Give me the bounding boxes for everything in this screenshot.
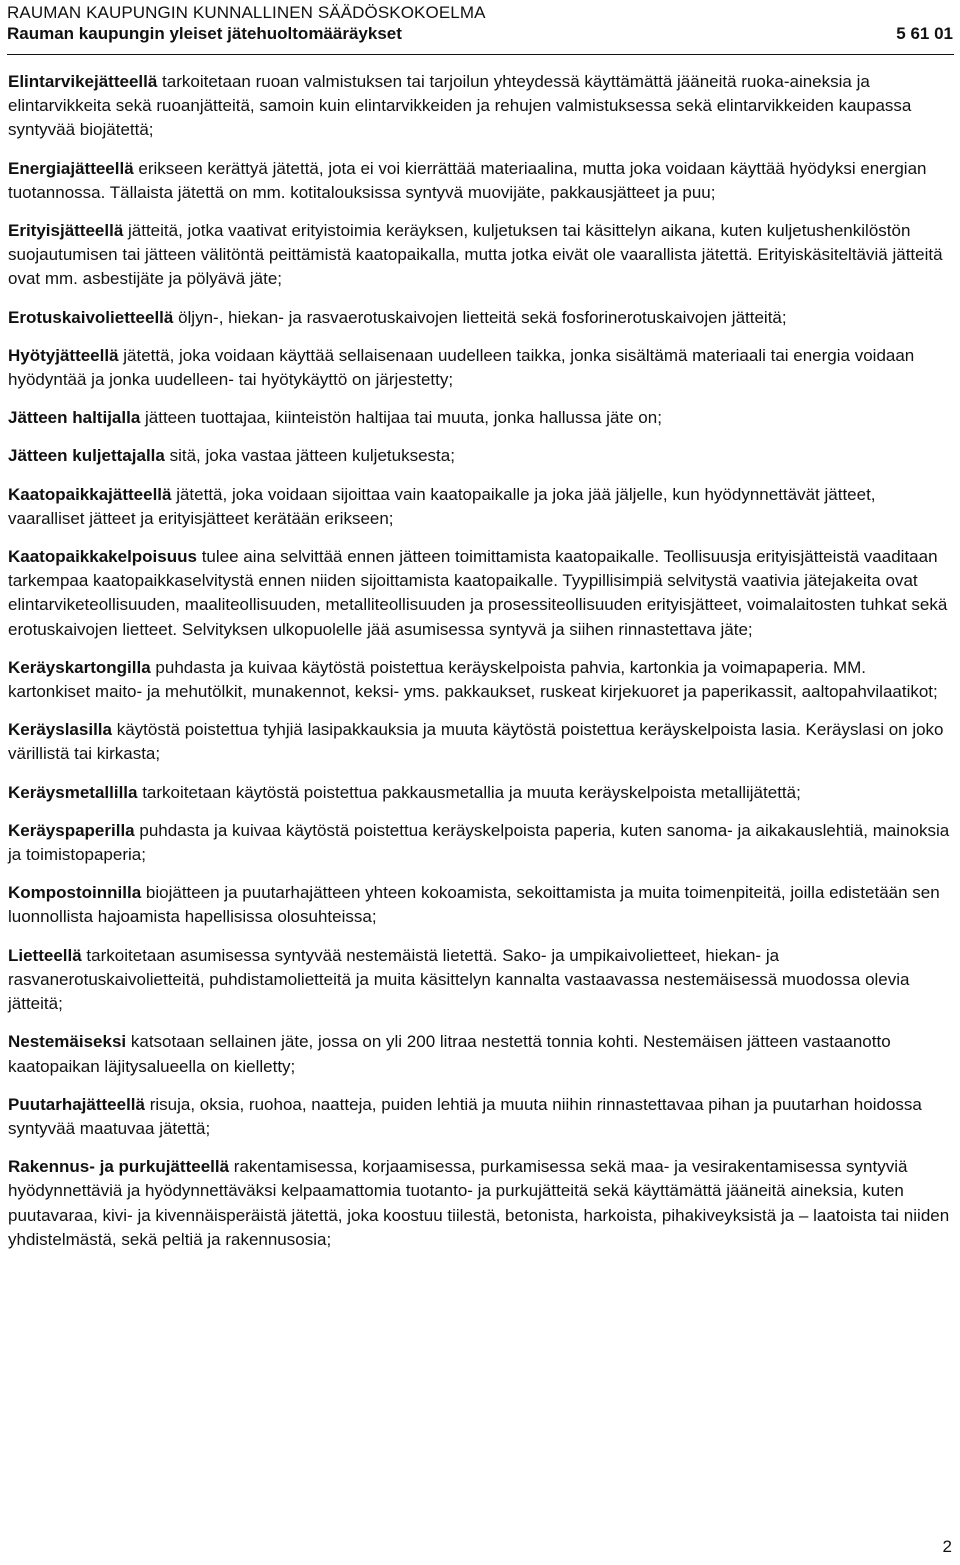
definition-kerayslasi xyxy=(8,718,952,766)
definition-erityisjate xyxy=(8,219,952,292)
definition-text: tarkoitetaan ruoan valmistuksen tai tarjoilun yhteydessä käyttämättä jääneitä ruoka-aineksia ja elintarvikkeita sekä ruoanjätteitä, samoin kuin elintarvikkeiden ja rehujen valmistuksessa sekä elintarvikkeiden kaupassa syntyvää biojätettä; xyxy=(8,72,912,140)
definition-term: Erotuskaivolietteellä xyxy=(8,307,174,327)
definition-text: rakentamisessa, korjaamisessa, purkamisessa sekä maa- ja vesirakentamisessa syntyviä hyödynnettäviä ja hyödynnettäväksi kelpaamattomia tuotanto- ja purkujätteitä sekä käyttämättä jääneitä aineksia, kuten puutavaraa, kivi- ja kivennäisperäistä jätettä, joka koostuu tiilestä, betonista, harkoista, pihakiveyksistä ja – laatoista tai niiden yhdistelmästä, sekä peltiä ja rakennusosia; xyxy=(8,1157,950,1249)
definition-puutarhajate xyxy=(8,1093,952,1141)
definition-kompostointi xyxy=(8,881,952,929)
definition-term: Keräyspaperilla xyxy=(8,820,135,840)
definition-kaatopaikkakelpoisuus xyxy=(8,545,952,642)
definition-text: biojätteen ja puutarhajätteen yhteen kokoamista, sekoittamista ja muita toimenpiteitä, joilla edistetään sen luonnollista hajoamista hapellisissa olosuhteissa; xyxy=(8,883,940,927)
document-code: 5 61 01 xyxy=(896,24,953,43)
definition-text: puhdasta ja kuivaa käytöstä poistettua keräyskelpoista paperia, kuten sanoma- ja aikakauslehtiä, mainoksia ja toimistopaperia; xyxy=(8,820,950,865)
definition-jatteen-kuljettaja xyxy=(8,444,952,468)
definition-text: erikseen kerättyä jätettä, jota ei voi kierrättää materiaalina, mutta joka voidaan käyttää hyödyksi energian tuotannossa. Tällaista jätettä on mm. kotitalouksissa syntyvä muovijäte, pakkausjätteet ja puu; xyxy=(8,158,927,202)
definition-term: Keräysmetallilla xyxy=(8,782,138,802)
definition-term: Kompostoinnilla xyxy=(8,883,142,903)
definition-text: sitä, joka vastaa jätteen kuljetuksesta; xyxy=(164,446,455,466)
definition-text: jätettä, joka voidaan käyttää sellaisenaan uudelleen taikka, jonka sisältämä materiaali tai energia voidaan hyödyntää ja jonka uudelleen- tai hyötykäyttö on järjestetty; xyxy=(8,345,915,390)
definition-text: tarkoitetaan asumisessa syntyvää nestemäistä lietettä. Sako- ja umpikaivolietteet, hiekan- ja rasvanerotuskaivolietteitä, puhdistamolietteitä ja muita käsittelyn kannalta vastaavassa nestemäisessä muodossa olevia jätteitä; xyxy=(8,945,910,1014)
definition-term: Erityisjätteellä xyxy=(8,221,124,241)
definition-keraispaperi xyxy=(8,819,952,867)
definition-term: Jätteen haltijalla xyxy=(8,408,141,428)
document-header xyxy=(7,2,953,45)
definition-jatteen-haltija xyxy=(8,406,952,430)
definition-text: jätteitä, jotka vaativat erityistoimia keräyksen, kuljetuksen tai käsittelyn aikana, kuten kuljetushenkilöstön suojautumisen tai jätteen välitöntä peittämistä kaatopaikalla, mutta jotka eivät ole vaarallista jätettä. Erityiskäsiteltäviä jätteitä ovat mm. asbestijäte ja pölyävä jäte; xyxy=(8,221,943,289)
definition-term: Kaatopaikkakelpoisuus xyxy=(8,547,197,567)
definition-term: Energiajätteellä xyxy=(8,158,134,178)
definition-text: tulee aina selvittää ennen jätteen toimittamista kaatopaikalle. Teollisuusja erityisjätteistä vaaditaan tarkempaa kaatopaikkaselvitystä ennen niiden sijoittamista kaatopaikalle. Tyypillisimpiä selvitystä vaativia jätejakeita ovat elintarviketeollisuuden, maaliteollisuuden, metalliteollisuuden ja prosessiteollisuuden erityisjätteet, voimalaitosten tuhkat sekä erotuskaivojen lietteet. Selvityksen ulkopuolelle jää asumisessa syntyvä ja siihen rinnastettava jäte; xyxy=(8,547,948,639)
definition-keraysmetalli xyxy=(8,781,952,805)
definition-kaatopaikkajate xyxy=(8,483,952,531)
definition-energiajate xyxy=(8,157,952,205)
definition-term: Kaatopaikkajätteellä xyxy=(8,484,172,504)
definition-keraysartonki xyxy=(8,656,952,704)
definition-rakennusjate xyxy=(8,1155,952,1252)
definition-text: jätteen tuottajaa, kiinteistön haltijaa tai muuta, jonka hallussa jäte on; xyxy=(140,408,662,428)
definition-nestemainen xyxy=(8,1030,952,1078)
regulation-title: Rauman kaupungin yleiset jätehuoltomääräykset xyxy=(7,24,402,43)
definition-text: käytöstä poistettua tyhjiä lasipakkauksia ja muuta käytöstä poistettua keräyskelpoista lasia. Keräyslasi on joko värillistä tai kirkasta; xyxy=(8,720,944,764)
definition-text: puhdasta ja kuivaa käytöstä poistettua keräyskelpoista pahvia, kartonkia ja voimapaperia. MM. kartonkiset maito- ja mehutölkit, munakennot, keksi- yms. pakkaukset, ruskeat kirjekuoret ja paperikassit, aaltopahvilaatikot; xyxy=(8,657,938,702)
definition-text: katsotaan sellainen jäte, jossa on yli 200 litraa nestettä tonnia kohti. Nestemäisen jätteen vastaanotto kaatopaikan läjitysalueella on kielletty; xyxy=(8,1032,891,1076)
definition-erotuskaivoliete xyxy=(8,306,952,330)
definition-text: öljyn-, hiekan- ja rasvaerotuskaivojen lietteitä sekä fosforinerotuskaivojen jätteitä; xyxy=(173,307,787,327)
page-number: 2 xyxy=(942,1537,952,1556)
definition-text: jätettä, joka voidaan sijoittaa vain kaatopaikalle ja joka jää jäljelle, kun hyödynnettävät jätteet, vaaralliset jätteet ja erityisjätteet kerätään erikseen; xyxy=(8,484,876,528)
regulation-title-row xyxy=(7,23,953,45)
definition-term: Keräyskartongilla xyxy=(8,657,151,677)
definition-text: risuja, oksia, ruohoa, naatteja, puiden lehtiä ja muuta niihin rinnastettavaa pihan ja puutarhan hoidossa syntyvää maatuvaa jätettä; xyxy=(8,1094,922,1138)
definition-term: Rakennus- ja purkujätteellä xyxy=(8,1157,230,1177)
definition-term: Hyötyjätteellä xyxy=(8,345,119,365)
definition-liete xyxy=(8,944,952,1017)
definition-text: tarkoitetaan käytöstä poistettua pakkausmetallia ja muuta keräyskelpoista metallijätettä; xyxy=(137,782,801,802)
definition-term: Lietteellä xyxy=(8,945,82,965)
definition-term: Elintarvikejätteellä xyxy=(8,72,158,91)
definition-term: Nestemäiseksi xyxy=(8,1032,127,1052)
definition-term: Keräyslasilla xyxy=(8,720,112,740)
definition-elintarvikejate xyxy=(8,70,952,143)
definitions-list xyxy=(8,70,952,1266)
definition-term: Puutarhajätteellä xyxy=(8,1094,145,1114)
definition-term: Jätteen kuljettajalla xyxy=(8,446,165,466)
collection-title: RAUMAN KAUPUNGIN KUNNALLINEN SÄÄDÖSKOKOELMA xyxy=(7,3,486,22)
definition-hyotyjate xyxy=(8,344,952,392)
header-divider xyxy=(7,54,954,55)
